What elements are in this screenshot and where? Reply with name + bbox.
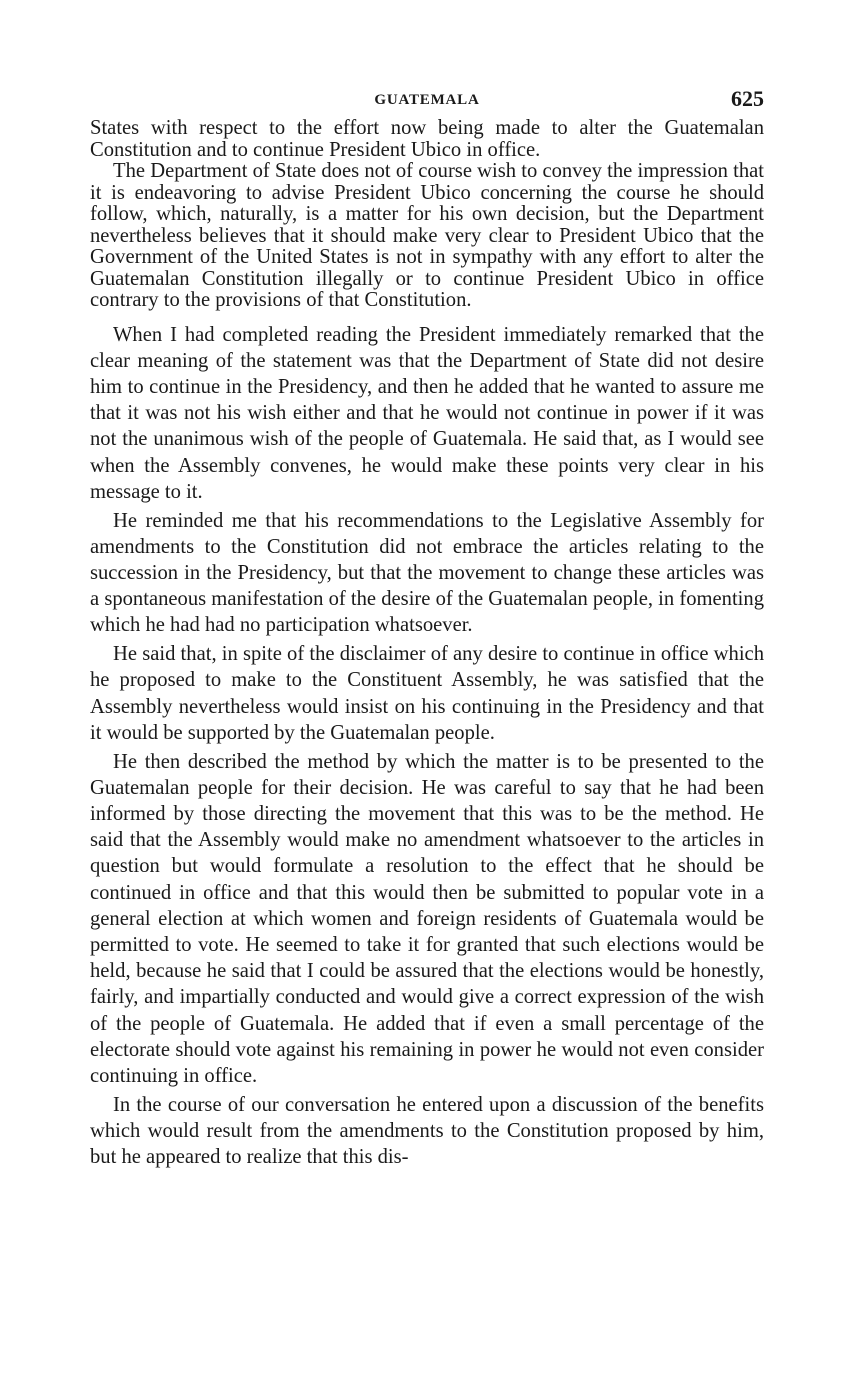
body-paragraph: When I had completed reading the President immediately remarked that the clear meaning of the statement was that the Department of State did not desire him to continue in the Presidency, and then he added that he wanted to assure me that it was not his wish either and that he would not continue in power if it was not the unanimous wish of the people of Guatemala. He said that, as I would see when the Assembly convenes, he would make these points very clear in his message to it. <box>90 323 764 503</box>
page-number: 625 <box>731 86 764 111</box>
running-head <box>90 84 764 118</box>
narrative-body <box>90 322 764 1171</box>
quoted-paragraph: The Department of State does not of course wish to convey the impression that it is endeavoring to advise President Ubico concerning the course he should follow, which, naturally, is a matter for his own decision, but the Department nevertheless believes that it should make very clear to President Ubico that the Government of the United States is not in sympathy with any effort to alter the Guatemalan Constitution illegally or to continue President Ubico in office contrary to the provisions of that Constitution. <box>90 160 764 311</box>
quoted-continuation: States with respect to the effort now being made to alter the Guatemalan Constitution and to continue President Ubico in office. <box>90 117 764 161</box>
body-paragraph: He said that, in spite of the disclaimer of any desire to continue in office which he proposed to make to the Constituent Assembly, he was satisfied that the Assembly nevertheless would insist on his continuing in the Presidency and that it would be supported by the Guatemalan people. <box>90 643 764 744</box>
body-paragraph: He reminded me that his recommendations to the Legislative Assembly for amendments to the Constitution did not embrace the articles relating to the succession in the Presidency, but that the movement to change these articles was a spontaneous manifestation of the desire of the Guatemalan people, in fomenting which he had had no participation whatsoever. <box>90 509 764 637</box>
body-paragraph: He then described the method by which the matter is to be presented to the Guatemalan people for their decision. He was careful to say that he had been informed by those directing the movement that this was to be the method. He said that the Assembly would make no amendment whatsoever to the articles in question but would formulate a resolution to the effect that he should be continued in office and that this would then be submitted to popular vote in a general election at which women and foreign residents of Guatemala would be permitted to vote. He seemed to take it for granted that such elections would be held, because he said that I could be assured that the elections would be honestly, fairly, and impartially conducted and would give a correct expression of the wish of the people of Guatemala. He added that if even a small percentage of the electorate should vote against his remaining in power he would not even consider continuing in office. <box>90 750 764 1087</box>
body-paragraph: In the course of our conversation he entered upon a discussion of the benefits which would result from the amendments to the Constitution proposed by him, but he appeared to realize that this dis- <box>90 1093 764 1169</box>
running-title: GUATEMALA <box>374 92 480 108</box>
document-page <box>90 84 764 1173</box>
quoted-statement <box>90 118 764 312</box>
